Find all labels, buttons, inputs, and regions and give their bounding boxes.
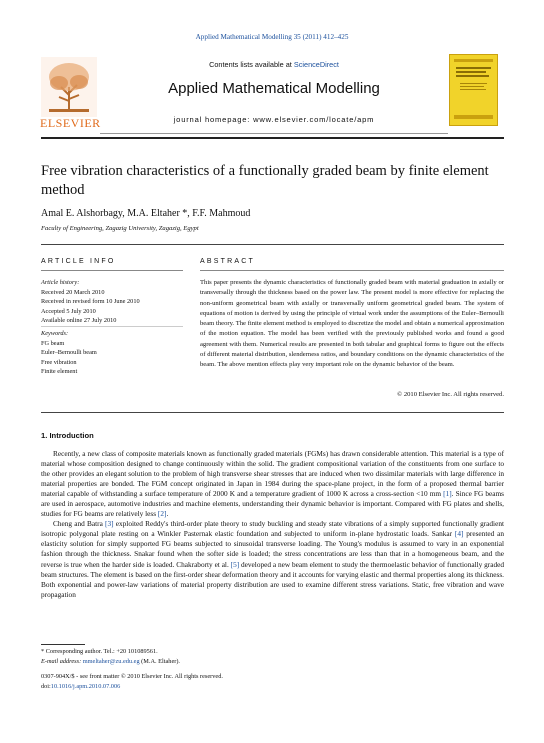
journal-citation[interactable]: Applied Mathematical Modelling 35 (2011) 412–425: [195, 33, 349, 41]
copyright-notice: © 2010 Elsevier Inc. All rights reserved.: [397, 391, 504, 398]
sciencedirect-link[interactable]: ScienceDirect: [293, 60, 339, 69]
article-info-heading: ARTICLE INFO: [41, 258, 116, 265]
reference-link[interactable]: [2]: [157, 509, 167, 519]
abstract-text: This paper presents the dynamic characteristics of functionally graded beam with material graduation in axially or transversally through the thickness based on the power law. The present model is more effective for replacing the non-uniform geometrical beam with axially or transversally uniform geometrical graded beam. The system of equations of motion is derived by using the principle of virtual work under the assumptions of the Euler–Bernoulli beam theory. The finite element method is employed to discretize the model and obtain a numerical approximation of the motion equation. The model has been verified with the previously published works and found a good agreement with them. Numerical results are presented in both tabular and graphical forms to figure out the effects of different material distribution, slenderness ratios, and boundary conditions on the dynamic characteristics of the beam. The above mention effects play very important role on the dynamic behavior of the beam.: [200, 279, 504, 369]
history-item: Received 20 March 2010: [41, 288, 105, 296]
email-label: E-mail address:: [41, 657, 83, 665]
journal-title: Applied Mathematical Modelling: [168, 80, 380, 97]
history-heading: Article history:: [41, 279, 80, 286]
abstract-rule: [200, 270, 504, 271]
corresponding-author-note: * Corresponding author. Tel.: +20 101089561.: [41, 648, 158, 655]
issn-info: [41, 672, 341, 691]
email-link[interactable]: mmeltaher@zu.edu.eg: [82, 657, 140, 665]
footnote: [41, 647, 341, 666]
keywords-rule: [41, 326, 183, 327]
paragraph: [41, 519, 504, 599]
reference-link[interactable]: [5]: [230, 559, 240, 569]
article-history: [41, 278, 191, 326]
paragraph-text: presented an elasticity solution for simply supported FG beams subjected to sinusoidal transverse loading. The Young's modulus is assumed to vary in an exponential fashion through the thickness. Snakar found when the softer side is loaded; the stress concentrations are less than that in a homogeneous beam, and the reverse is true when the harder side is loaded. Chakraborty et al.: [41, 529, 504, 569]
history-item: Received in revised form 10 June 2010: [41, 298, 140, 306]
doi-link[interactable]: 10.1016/j.apm.2010.07.006: [50, 682, 121, 690]
history-item: Accepted 5 July 2010: [41, 307, 96, 315]
keyword-item: FG beam: [41, 339, 65, 347]
contents-prefix: Contents lists available at: [209, 60, 294, 69]
header-rule: [41, 137, 504, 139]
paragraph-text: . Since FG beams are used in aerospace, automotive industries and machine elements, understanding their dynamic behavior is important. Compared with FG plates and shells, studies for FG beams are relatively less: [41, 489, 504, 519]
reference-link[interactable]: [3]: [105, 519, 114, 529]
article-info-rule: [41, 270, 183, 271]
keyword-item: Euler–Bernoulli beam: [41, 349, 97, 357]
elsevier-logo: [41, 57, 97, 117]
article-authors[interactable]: Amal E. Alshorbagy, M.A. Eltaher *, F.F. Mahmoud: [41, 208, 251, 219]
paragraph-text: exploited Reddy's third-order plate theory to study buckling and steady state vibrations of a simply supported functionally gradient isotropic polygonal plate resting on a Winkler Pasternak elastic foundation and subjected to uniform in-plane hydrostatic loads. Sankar: [41, 519, 504, 539]
section-rule: [41, 412, 504, 413]
email-suffix: (M.A. Eltaher).: [139, 657, 181, 665]
article-title: Free vibration characteristics of a functionally graded beam by finite element method: [41, 163, 489, 198]
paragraph-text: .: [166, 509, 169, 519]
paragraph-text: Recently, a new class of composite materials known as functionally graded materials (FGMs) has drawn considerable attention. This material is a type of material whose composition designed to change continuously within the solid. The gradient compositional variation of the constituents from one surface to the other provides an elegant solution to the problem of high transverse shear stresses that are induced when two dissimilar materials with large difference in material properties are bonded. The FGM concept originated in Japan in 1984 during the space-plane project, in the form of a proposed thermal barrier material capable of withstanding a surface temperature of 2000 K and a temperature gradient of 1000 K across a cross-section <10 mm: [41, 449, 504, 499]
doi-prefix: doi:: [41, 682, 51, 690]
abstract-heading: ABSTRACT: [200, 258, 255, 265]
issn-line: 0307-904X/$ - see front matter © 2010 Elsevier Inc. All rights reserved.: [41, 673, 223, 680]
keyword-item: Free vibration: [41, 358, 77, 366]
author-affiliation: Faculty of Engineering, Zagazig University, Zagazig, Egypt: [41, 225, 199, 232]
reference-link[interactable]: [1]: [443, 489, 452, 499]
header-divider: [100, 133, 448, 134]
paragraph-text: developed a new beam element to study the thermoelastic behavior of functionally graded beam structures. The element is based on the first-order shear deformation theory and it accounts for varying elastic and thermal properties along its thickness. Both exponential and power-law variations of material property distribution are used to examine different stress variations. Static, free vibration and wave propagation: [41, 559, 504, 599]
journal-homepage[interactable]: journal homepage: www.elsevier.com/locate/apm: [173, 115, 375, 124]
introduction-body: [41, 449, 504, 600]
keywords-list: [41, 329, 191, 377]
section-heading-introduction: 1. Introduction: [41, 431, 94, 440]
keyword-item: Finite element: [41, 368, 78, 376]
journal-cover-image: [449, 54, 498, 126]
keywords-heading: Keywords:: [41, 330, 69, 337]
footnote-rule: [41, 644, 85, 645]
contents-available: [100, 60, 448, 69]
paragraph: [41, 449, 504, 519]
doi-line: [41, 682, 341, 692]
history-item: Available online 27 July 2010: [41, 317, 117, 325]
paragraph-text: Cheng and Batra: [53, 519, 106, 529]
section-rule: [41, 244, 504, 245]
publisher-name: ELSEVIER: [40, 116, 101, 130]
email-line: [41, 657, 341, 667]
reference-link[interactable]: [4]: [454, 529, 464, 539]
